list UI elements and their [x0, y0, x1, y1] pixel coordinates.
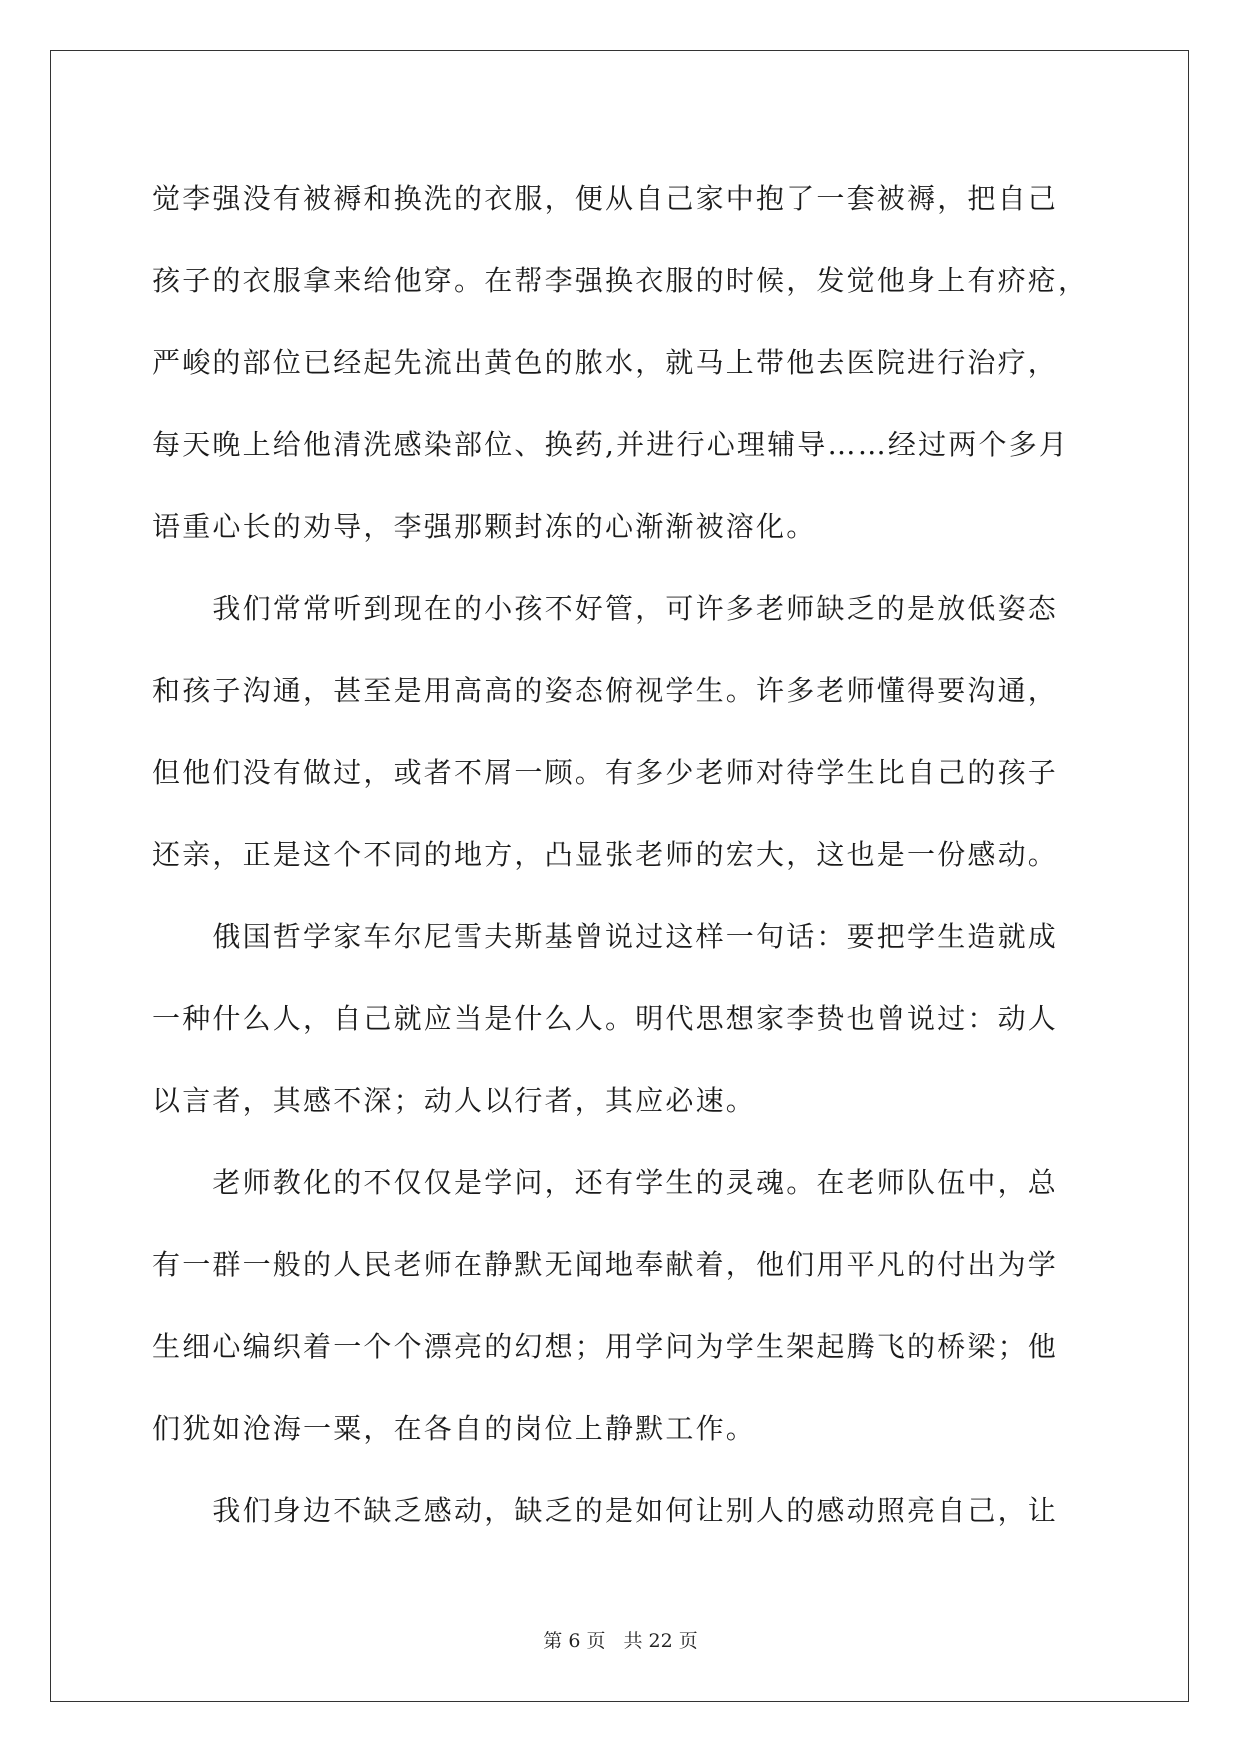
page-number: 第 6 页 — [543, 1630, 606, 1652]
document-body — [152, 158, 1092, 1552]
page-total: 共 22 页 — [623, 1630, 698, 1652]
text-line: 孩子的衣服拿来给他穿。在帮李强换衣服的时候，发觉他身上有疥疮， — [152, 264, 1089, 297]
text-line: 严峻的部位已经起先流出黄色的脓水，就马上带他去医院进行治疗， — [152, 346, 1059, 379]
page-footer — [0, 1626, 1241, 1653]
text-line: 有一群一般的人民老师在静默无闻地奉献着，他们用平凡的付出为学 — [152, 1248, 1059, 1281]
text-line: 们犹如沧海一粟，在各自的岗位上静默工作。 — [152, 1412, 757, 1445]
text-line: 和孩子沟通，甚至是用高高的姿态俯视学生。许多老师懂得要沟通， — [152, 674, 1059, 707]
paragraph-start-line: 我们身边不缺乏感动，缺乏的是如何让别人的感动照亮自己，让 — [152, 1494, 1059, 1527]
paragraph-start-line: 俄国哲学家车尔尼雪夫斯基曾说过这样一句话：要把学生造就成 — [152, 920, 1059, 953]
text-line: 还亲，正是这个不同的地方，凸显张老师的宏大，这也是一份感动。 — [152, 838, 1059, 871]
text-line: 语重心长的劝导，李强那颗封冻的心渐渐被溶化。 — [152, 510, 817, 543]
text-line: 每天晚上给他清洗感染部位、换药,并进行心理辅导……经过两个多月 — [152, 428, 1070, 461]
paragraph-start-line: 我们常常听到现在的小孩不好管，可许多老师缺乏的是放低姿态 — [152, 592, 1059, 625]
text-line: 觉李强没有被褥和换洗的衣服，便从自己家中抱了一套被褥，把自己 — [152, 182, 1059, 215]
text-line: 但他们没有做过，或者不屑一顾。有多少老师对待学生比自己的孩子 — [152, 756, 1059, 789]
text-line: 生细心编织着一个个漂亮的幻想；用学问为学生架起腾飞的桥梁；他 — [152, 1330, 1059, 1363]
text-line: 一种什么人，自己就应当是什么人。明代思想家李贽也曾说过：动人 — [152, 1002, 1059, 1035]
paragraph-start-line: 老师教化的不仅仅是学问，还有学生的灵魂。在老师队伍中，总 — [152, 1166, 1059, 1199]
text-line: 以言者，其感不深；动人以行者，其应必速。 — [152, 1084, 757, 1117]
